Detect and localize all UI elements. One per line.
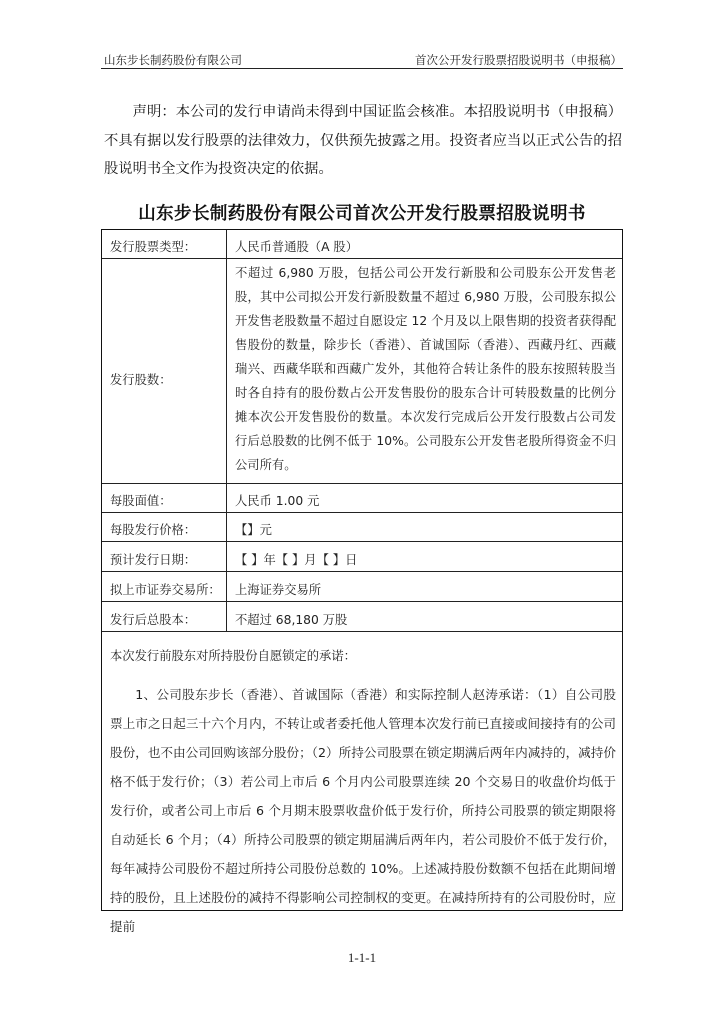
row-label: 预计发行日期： — [110, 553, 197, 567]
row-label: 拟上市证券交易所： — [110, 583, 221, 597]
header-document-title: 首次公开发行股票招股说明书（申报稿） — [415, 53, 622, 67]
header-company-name: 山东步长制药股份有限公司 — [104, 53, 242, 67]
table-row-par-value — [102, 483, 622, 513]
row-value: 人民币普通股（A 股） — [235, 240, 358, 254]
row-label: 发行股数： — [110, 373, 172, 387]
table-row-issue-price — [102, 512, 622, 542]
row-value: 上海证券交易所 — [235, 583, 322, 597]
issue-shares-description: 不超过 6,980 万股，包括公司公开发行新股和公司股东公开发售老股，其中公司拟公开发行新股数量不超过 6,980 万股，公司股东拟公开发售老股数量不超过自愿设定 12 个月及以上限售期的投资者获得配售股份的数量，除步长（香港）、首诚国际（香港）、西藏丹红、西藏瑞兴、西藏华联和西藏广发外，其他符合转让条件的股东按照转股当时各自持有的股份数占公开发售股份的股东合计可转股数量的比例分摊本次公开发售股份的数量。本次发行完成后公开发行股数占公司发行后总股数的比例不低于 10%。公司股东公开发售老股所得资金不归公司所有。 — [235, 266, 616, 472]
disclaimer-text: 声明：本公司的发行申请尚未得到中国证监会核准。本招股说明书（申报稿）不具有据以发行股票的法律效力，仅供预先披露之用。投资者应当以正式公告的招股说明书全文作为投资决定的依据。 — [104, 104, 622, 177]
row-value: 人民币 1.00 元 — [235, 494, 320, 508]
row-label: 每股面值： — [110, 494, 172, 508]
table-row-exchange — [102, 572, 622, 602]
row-label: 每股发行价格： — [110, 523, 197, 537]
header-rule — [101, 68, 623, 69]
table-row-stock-type — [102, 230, 622, 259]
row-label: 发行后总股本： — [110, 613, 197, 627]
row-label: 发行股票类型： — [110, 240, 197, 254]
lockup-commitment-text: 1、公司股东步长（香港）、首诚国际（香港）和实际控制人赵涛承诺：（1）自公司股票上市之日起三十六个月内，不转让或者委托他人管理本次发行前已直接或间接持有的公司股份，也不由公司回购该部分股份；（2）所持公司股票在锁定期满后两年内减持的，减持价格不低于发行价；（3）若公司上市后 6 个月内公司股票连续 20 个交易日的收盘价均低于发行价，或者公司上市后 6 个月期末股票收盘价低于发行价，所持公司股票的锁定期限将自动延长 6 个月；（4）所持公司股票的锁定期届满后两年内，若公司股价不低于发行价，每年减持公司股份不超过所持公司股份总数的 10%。上述减持股份数额不包括在此期间增持的股份，且上述股份的减持不得影响公司控制权的变更。在减持所持有的公司股份时，应提前 — [110, 687, 616, 934]
disclaimer-notice — [104, 98, 622, 184]
page-number: 1-1-1 — [347, 950, 377, 965]
row-value: 【】元 — [235, 523, 272, 537]
table-row-issue-date — [102, 542, 622, 572]
document-title: 山东步长制药股份有限公司首次公开发行股票招股说明书 — [138, 204, 586, 224]
row-value: 不超过 68,180 万股 — [235, 613, 348, 627]
row-value: 【 】年【 】月【 】日 — [235, 553, 358, 567]
lockup-commitment-heading: 本次发行前股东对所持股份自愿锁定的承诺： — [110, 649, 356, 663]
offering-summary-table — [101, 229, 623, 934]
table-row-total-shares — [102, 602, 622, 632]
